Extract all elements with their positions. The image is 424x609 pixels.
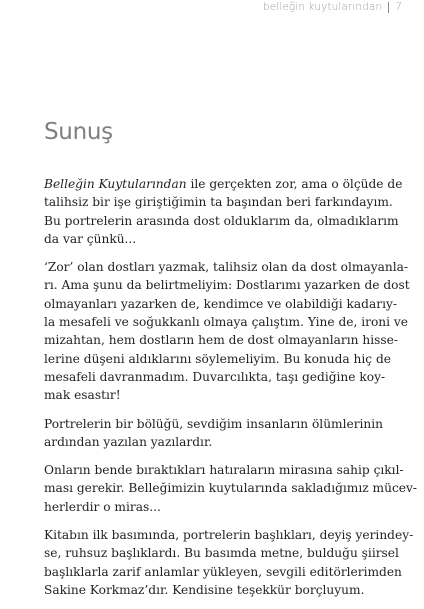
text-line: başlıklarla zarif anlamlar yükleyen, sevgili editörlerimden xyxy=(44,564,402,579)
paragraph-1 xyxy=(44,175,403,248)
text-line: olmayanları yazarken de, kendimce ve olabildiği kadarıy- xyxy=(44,296,397,311)
text-line: Onların bende bıraktıkları hatıraların mirasına sahip çıkıl- xyxy=(44,463,404,478)
text-line: la mesafeli ve soğukkanlı olmaya çalıştım. Yine de, ironi ve xyxy=(44,315,409,330)
text-line-rest: ile gerçekten zor, ama o ölçüde de xyxy=(186,177,403,191)
text-line: se, ruhsuz başlıklardı. Bu basımda metne, bulduğu şiirsel xyxy=(44,546,399,561)
text-line: da var çünkü... xyxy=(44,231,137,246)
text-line: ‘Zor’ olan dostları yazmak, talihsiz olan da dost olmayanla- xyxy=(44,260,408,275)
text-line: ardından yazılan yazılardır. xyxy=(44,434,213,449)
text-line: mak esastır! xyxy=(44,388,121,403)
text-line: rı. Ama şunu da belirtmeliyim: Dostlarımı yazarken de dost xyxy=(44,278,410,293)
body-text xyxy=(44,175,418,609)
text-line: lerine düşeni aldıklarını söylemeliyim. Bu konuda hiç de xyxy=(44,351,392,366)
paragraph-5 xyxy=(44,526,414,599)
text-line: Bu portrelerin arasında dost olduklarım da, olmadıklarım xyxy=(44,213,399,228)
text-line xyxy=(44,175,403,193)
paragraph-4 xyxy=(44,461,418,516)
running-head-title: belleğin kuytularından xyxy=(262,1,383,13)
chapter-title: Sunuş xyxy=(44,119,113,145)
text-line: talihsiz bir işe giriştiğimin ta başından beri farkındayım. xyxy=(44,195,393,210)
running-head xyxy=(263,0,402,14)
running-head-separator xyxy=(388,2,389,13)
text-line: Portrelerin bir bölüğü, sevdiğim insanların ölümlerinin xyxy=(44,416,384,431)
text-line: ması gerekir. Belleğimizin kuytularında sakladığımız mücev- xyxy=(44,481,418,496)
paragraph-2 xyxy=(44,258,410,404)
page-number: 7 xyxy=(395,1,402,13)
text-line: herlerdir o miras... xyxy=(44,499,161,514)
book-title-italic: Belleğin Kuytularından xyxy=(44,177,187,191)
text-line: Kitabın ilk basımında, portrelerin başlıkları, deyiş yerindey- xyxy=(44,528,414,543)
text-line: mesafeli davranmadım. Duvarcılıkta, taşı gediğine koy- xyxy=(44,369,386,384)
paragraph-3 xyxy=(44,415,384,452)
text-line: Sakine Korkmaz’dır. Kendisine teşekkür borçluyum. xyxy=(44,582,365,597)
text-line: mizahtan, hem dostların hem de dost olmayanların hisse- xyxy=(44,333,398,348)
